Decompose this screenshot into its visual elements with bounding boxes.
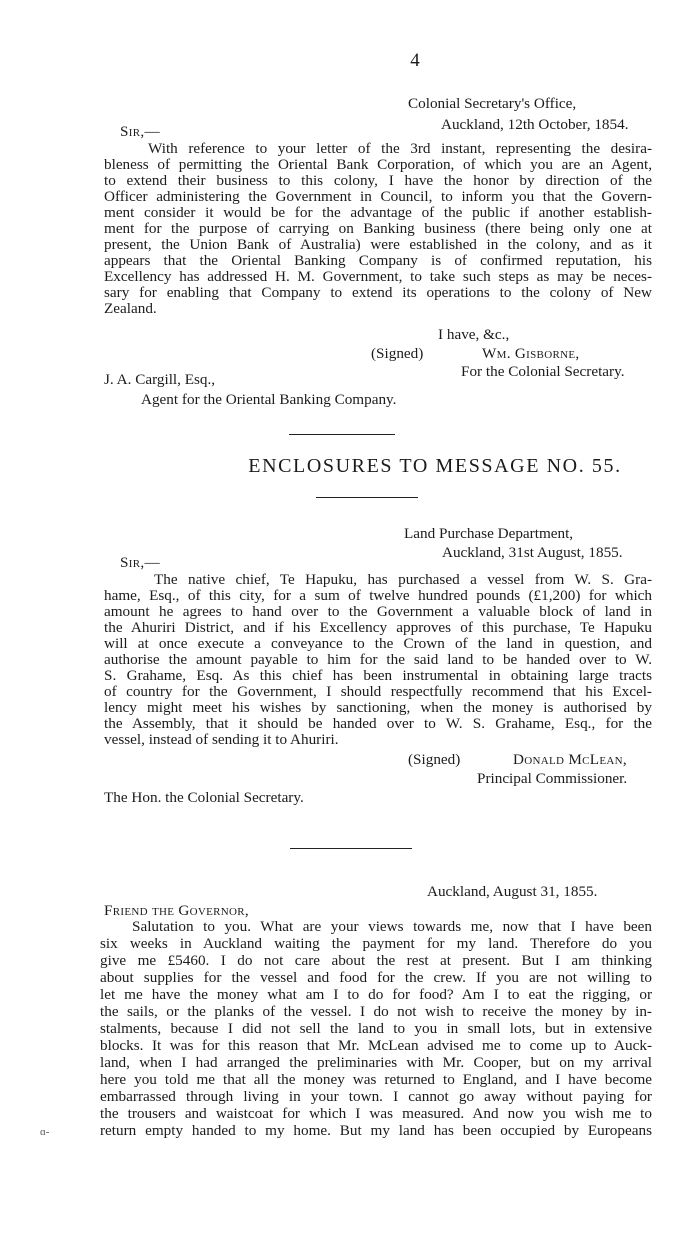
letter3-body-line: give me £5460. I do not care about the rest at present. But I am thinking	[100, 952, 652, 969]
letter1-body-line: Officer administering the Government in Council, to inform you that the Govern-	[104, 188, 652, 205]
letter1-signatory: Wm. Gisborne,	[482, 345, 580, 362]
letter2-salutation: Sir,—	[120, 554, 160, 571]
letter1-body-line: bleness of permitting the Oriental Bank Corporation, of which you are an Agent,	[104, 156, 652, 173]
letter2-body-line: The native chief, Te Hapuku, has purchased a vessel from W. S. Gra-	[154, 571, 652, 588]
letter3-body-line: the sails, or the planks of the vessel. I do not wish to receive the money by in-	[100, 1003, 652, 1020]
letter1-body-line: ment for the purpose of carrying on Banking business (there being only one at	[104, 220, 652, 237]
heading-divider	[316, 497, 418, 498]
letter1-salutation: Sir,—	[120, 123, 160, 140]
letter2-body-line: of country for the Government, I should respectfully recommend that his Excel-	[104, 683, 652, 700]
letter2-body-line: the Assembly, that it should be handed over to W. S. Grahame, Esq., for the	[104, 715, 652, 732]
letter3-body-line: Salutation to you. What are your views towards me, now that I have been	[132, 918, 652, 935]
letter1-body-line: appears that the Oriental Banking Company is of confirmed reputation, his	[104, 252, 652, 269]
section-divider	[289, 434, 395, 435]
letter3-salutation: Friend the Governor,	[104, 902, 249, 919]
letter3-body-line: return empty handed to my home. But my land has been occupied by Europeans	[100, 1122, 652, 1139]
letter3-body-line: about supplies for the vessel and food for the crew. If you are not willing to	[100, 969, 652, 986]
letter3-body-line: let me have the money what am I to do for food? Am I to eat the rigging, or	[100, 986, 652, 1003]
margin-annotation: ɑ-	[40, 1126, 50, 1138]
letter1-body-line: Excellency has addressed H. M. Government, to take such steps as may be neces-	[104, 268, 652, 285]
letter1-signed: (Signed)	[371, 345, 424, 362]
letter3-body-line: the trousers and waistcoat for which I was measured. And now you wish me to	[100, 1105, 652, 1122]
letter3-body-line: here you told me that all the money was returned to England, and I have become	[100, 1071, 652, 1088]
letter3-body-line: land, when I had arranged the preliminaries with Mr. Cooper, but on my arrival	[100, 1054, 652, 1071]
letter2-body-line: lency might meet his wishes by sanctioning, when the money is authorised by	[104, 699, 652, 716]
letter2-office: Land Purchase Department,	[404, 525, 574, 542]
letter3-place-date: Auckland, August 31, 1855.	[427, 883, 598, 900]
letter1-addressee: J. A. Cargill, Esq.,	[104, 371, 216, 388]
letter1-body-line: to extend their business to this colony, I have the honor by direction of the	[104, 172, 652, 189]
letter3-body-line: embarrassed through living in your town. I cannot go away without paying for	[100, 1088, 652, 1105]
letter2-body-line: will at once execute a conveyance to the Crown of the land in question, and	[104, 635, 652, 652]
letter2-body-line: S. Grahame, Esq. As this chief has been instrumental in obtaining large tracts	[104, 667, 652, 684]
letter3-body-line: blocks. It was for this reason that Mr. McLean advised me to come up to Auck-	[100, 1037, 652, 1054]
letter-divider	[290, 848, 412, 849]
letter2-body-line: hame, Esq., of this city, for a sum of twelve hundred pounds (£1,200) for which	[104, 587, 652, 604]
letter2-signed: (Signed)	[408, 751, 461, 768]
letter1-office: Colonial Secretary's Office,	[408, 95, 577, 112]
letter1-place-date: Auckland, 12th October, 1854.	[441, 116, 629, 133]
letter2-body-line: authorise the amount payable to him for the said land to be handed over to W.	[104, 651, 652, 668]
letter2-signatory-title: Principal Commissioner.	[477, 770, 628, 787]
letter3-body-line: six weeks in Auckland waiting the payment for my land. Therefore do you	[100, 935, 652, 952]
letter3-body-line: stalments, because I did not sell the land to you in small lots, but in extensive	[100, 1020, 652, 1037]
letter2-body-line: vessel, instead of sending it to Ahuriri.	[104, 731, 339, 748]
enclosures-heading: ENCLOSURES TO MESSAGE NO. 55.	[248, 455, 622, 477]
letter2-place-date: Auckland, 31st August, 1855.	[442, 544, 623, 561]
letter1-body-line: Zealand.	[104, 300, 157, 317]
letter2-body-line: amount he agrees to hand over to the Government a valuable block of land in	[104, 603, 652, 620]
letter1-body-line: With reference to your letter of the 3rd instant, representing the desira-	[148, 140, 652, 157]
letter1-body-line: present, the Union Bank of Australia) were established in the colony, and as it	[104, 236, 652, 253]
page-number: 4	[410, 50, 420, 71]
letter1-body-line: sary for enabling that Company to extend its operations to the colony of New	[104, 284, 652, 301]
letter2-signatory: Donald McLean,	[513, 751, 627, 768]
letter1-addressee-title: Agent for the Oriental Banking Company.	[141, 391, 397, 408]
letter2-body-line: the Ahuriri District, and if his Excellency approves of this purchase, Te Hapuku	[104, 619, 652, 636]
letter1-body-line: ment consider it would be for the advantage of the public if another establish-	[104, 204, 652, 221]
letter1-closing: I have, &c.,	[438, 326, 510, 343]
letter1-signatory-title: For the Colonial Secretary.	[461, 363, 625, 380]
letter2-addressee: The Hon. the Colonial Secretary.	[104, 789, 304, 806]
